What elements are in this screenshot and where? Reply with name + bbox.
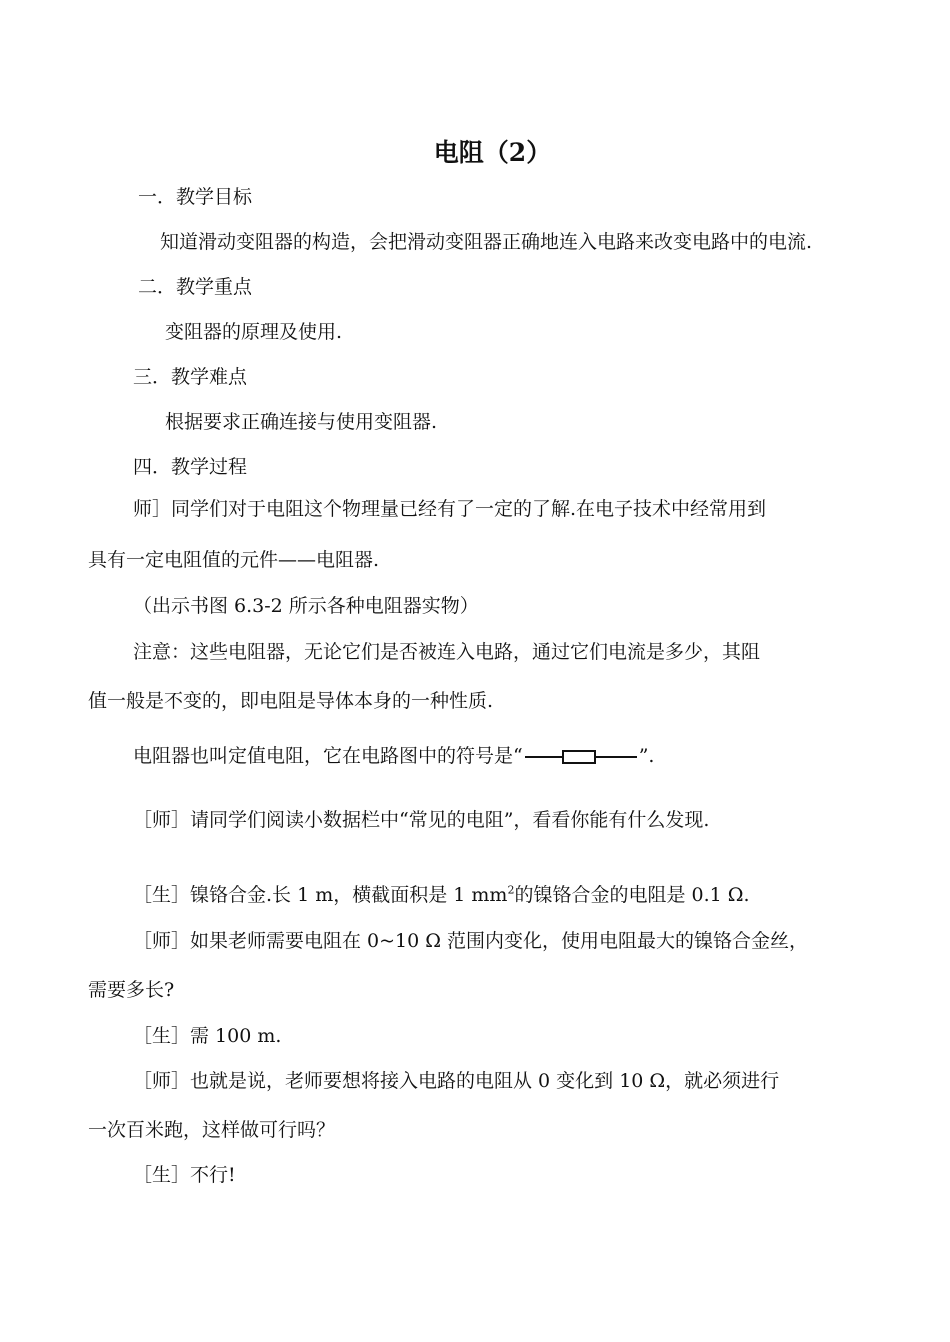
paragraph-student-no: ［生］不行!: [133, 1164, 236, 1186]
resistor-symbol-text-after: ”.: [638, 745, 655, 767]
paragraph-note-line1: 注意：这些电阻器，无论它们是否被连入电路，通过它们电流是多少，其阻: [133, 641, 761, 663]
student-nichrome-text-before: ［生］镍铬合金.长 1 m，横截面积是 1 mm: [133, 884, 508, 906]
student-nichrome-text-after: 的镍铬合金的电阻是 0.1 Ω.: [514, 884, 750, 906]
paragraph-teacher-range-line2: 需要多长?: [88, 979, 175, 1001]
section-heading-key-points: 二．教学重点: [138, 276, 253, 298]
paragraph-teacher-range-line1: ［师］如果老师需要电阻在 0~10 Ω 范围内变化，使用电阻最大的镍铬合金丝，: [133, 930, 809, 952]
paragraph-note-line2: 值一般是不变的，即电阻是导体本身的一种性质.: [88, 690, 494, 712]
paragraph-teacher-intro-line1: 师］同学们对于电阻这个物理量已经有了一定的了解.在电子技术中经常用到: [133, 498, 767, 520]
section-text-objectives: 知道滑动变阻器的构造，会把滑动变阻器正确地连入电路来改变电路中的电流.: [160, 231, 813, 253]
section-heading-difficulties: 三．教学难点: [133, 366, 248, 388]
paragraph-teacher-hundred-meter-line2: 一次百米跑，这样做可行吗？: [88, 1119, 336, 1141]
resistor-symbol-icon: [525, 747, 637, 767]
resistor-symbol-text-before: 电阻器也叫定值电阻，它在电路图中的符号是“: [133, 745, 523, 767]
paragraph-teacher-intro-line2: 具有一定电阻值的元件——电阻器.: [88, 549, 380, 571]
superscript-two: 2: [507, 883, 515, 897]
section-heading-objectives: 一．教学目标: [138, 186, 253, 208]
page-title: 电阻（2）: [433, 138, 552, 167]
paragraph-show-figure: （出示书图 6.3-2 所示各种电阻器实物）: [133, 595, 479, 617]
section-heading-process: 四．教学过程: [133, 456, 248, 478]
paragraph-teacher-read-data: ［师］请同学们阅读小数据栏中“常见的电阻”，看看你能有什么发现.: [133, 809, 710, 831]
section-text-key-points: 变阻器的原理及使用.: [165, 321, 343, 343]
paragraph-student-nichrome: [133, 883, 750, 907]
paragraph-student-length: ［生］需 100 m.: [133, 1025, 282, 1047]
paragraph-resistor-symbol: [133, 744, 654, 768]
paragraph-teacher-hundred-meter-line1: ［师］也就是说，老师要想将接入电路的电阻从 0 变化到 10 Ω，就必须进行: [133, 1070, 780, 1092]
section-text-difficulties: 根据要求正确连接与使用变阻器.: [165, 411, 438, 433]
